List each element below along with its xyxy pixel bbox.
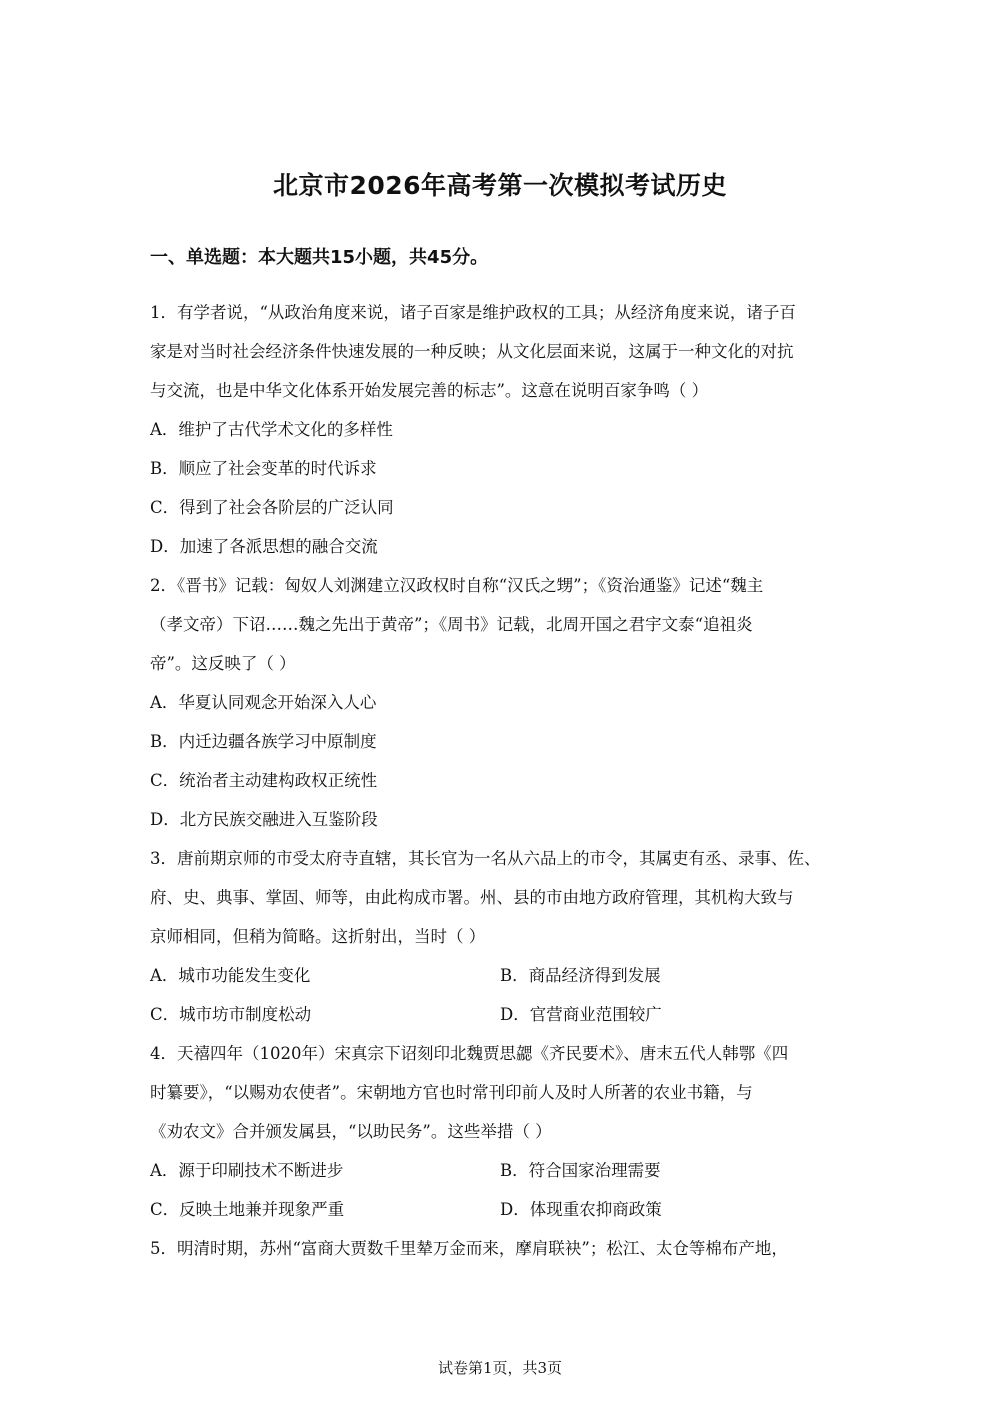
q3-option-c: C．城市坊市制度松动 xyxy=(150,1005,312,1024)
q3-stem-line: 京师相同，但稍为简略。这折射出，当时（ ） xyxy=(150,927,486,946)
q5-stem-line: 5．明清时期，苏州“富商大贾数千里辇万金而来，摩肩联袂”；松江、太仓等棉布产地， xyxy=(150,1239,788,1258)
q4-option-b: B．符合国家治理需要 xyxy=(500,1161,661,1180)
q2-option-d: D．北方民族交融进入互鉴阶段 xyxy=(150,810,378,829)
q1-stem-line: 家是对当时社会经济条件快速发展的一种反映；从文化层面来说，这属于一种文化的对抗 xyxy=(150,342,794,361)
q1-option-a: A．维护了古代学术文化的多样性 xyxy=(150,420,393,439)
q4-option-d: D．体现重农抑商政策 xyxy=(500,1200,662,1219)
section-heading: 一、单选题：本大题共15小题，共45分。 xyxy=(150,247,489,268)
q1-stem-line: 1．有学者说，“从政治角度来说，诸子百家是维护政权的工具；从经济角度来说，诸子百 xyxy=(150,303,796,322)
q1-option-d: D．加速了各派思想的融合交流 xyxy=(150,537,378,556)
document-title: 北京市2026年高考第一次模拟考试历史 xyxy=(272,171,728,200)
q4-option-c: C．反映土地兼并现象严重 xyxy=(150,1200,345,1219)
q1-stem-line: 与交流，也是中华文化体系开始发展完善的标志”。这意在说明百家争鸣（ ） xyxy=(150,381,709,400)
q2-stem-line: 2．《晋书》记载：匈奴人刘渊建立汉政权时自称“汉氏之甥”；《资治通鉴》记述“魏主 xyxy=(150,576,764,595)
q4-stem-line: 时纂要》，“以赐劝农使者”。宋朝地方官也时常刊印前人及时人所著的农业书籍，与 xyxy=(150,1083,753,1102)
q3-option-d: D．官营商业范围较广 xyxy=(500,1005,662,1024)
q1-option-b: B．顺应了社会变革的时代诉求 xyxy=(150,459,377,478)
q3-stem-line: 府、史、典事、掌固、师等，由此构成市署。州、县的市由地方政府管理，其机构大致与 xyxy=(150,888,794,907)
q2-option-a: A．华夏认同观念开始深入人心 xyxy=(150,693,377,712)
page-footer: 试卷第1页，共3页 xyxy=(437,1359,563,1377)
q2-option-c: C．统治者主动建构政权正统性 xyxy=(150,771,378,790)
q2-stem-line: （孝文帝）下诏……魏之先出于黄帝”；《周书》记载，北周开国之君宇文泰“追祖炎 xyxy=(150,615,753,634)
q3-option-a: A．城市功能发生变化 xyxy=(150,966,311,985)
q4-stem-line: 4．天禧四年（1020年）宋真宗下诏刻印北魏贾思勰《齐民要术》、唐末五代人韩鄂《四 xyxy=(150,1044,789,1063)
q2-option-b: B．内迁边疆各族学习中原制度 xyxy=(150,732,377,751)
q4-option-a: A．源于印刷技术不断进步 xyxy=(150,1161,344,1180)
q4-stem-line: 《劝农文》合并颁发属县，“以助民务”。这些举措（ ） xyxy=(150,1122,552,1141)
q1-option-c: C．得到了社会各阶层的广泛认同 xyxy=(150,498,394,517)
q2-stem-line: 帝”。这反映了（ ） xyxy=(150,654,296,673)
q3-option-b: B．商品经济得到发展 xyxy=(500,966,661,985)
q3-stem-line: 3．唐前期京师的市受太府寺直辖，其长官为一名从六品上的市令，其属吏有丞、录事、佐、 xyxy=(150,849,821,868)
